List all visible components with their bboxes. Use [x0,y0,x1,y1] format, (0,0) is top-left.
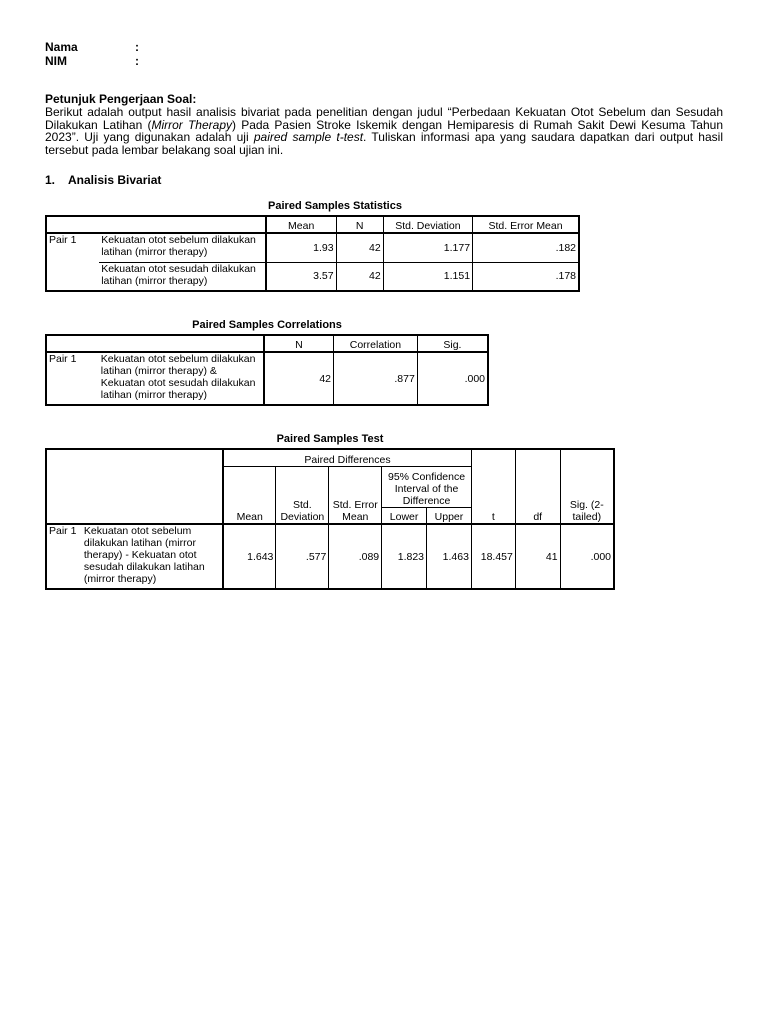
cell-sem: .178 [473,262,579,291]
pair-label-empty [46,262,99,291]
cell-sd: 1.177 [383,233,472,262]
stats-header-row [46,216,579,233]
test-header-upper: Upper [427,507,472,524]
row-label: Kekuatan otot sebelum dilakukan latihan (mirror therapy) - Kekuatan otot sesudah dilakukan latihan (mirror therapy) [82,524,223,589]
table-row [46,524,614,589]
cell-sem: .182 [473,233,579,262]
test-header-lower: Lower [382,507,427,524]
corr-header-correlation: Correlation [334,335,418,352]
cell-t: 18.457 [471,524,515,589]
cell-mean: 1.643 [223,524,276,589]
stats-header-corner [46,216,266,233]
corr-table [45,334,489,406]
nama-row [45,40,139,54]
test-header-row-1 [46,449,614,466]
nama-label: Nama [45,40,78,54]
stats-header-mean: Mean [266,216,336,233]
cell-mean: 3.57 [266,262,336,291]
test-header-sd: Std. Deviation [276,466,329,524]
cell-n: 42 [336,233,383,262]
test-table-title: Paired Samples Test [276,433,384,445]
table-row [46,352,488,405]
corr-header-corner [46,335,264,352]
pair-label: Pair 1 [46,233,99,262]
instructions-italic-1: Mirror Therapy [151,117,232,132]
nim-label: NIM [45,54,67,68]
cell-n: 42 [336,262,383,291]
test-table [45,448,615,590]
test-header-df: df [515,449,560,524]
test-header-paired-differences: Paired Differences [223,449,471,466]
row-label: Kekuatan otot sebelum dilakukan latihan (mirror therapy) [99,233,266,262]
stats-table [45,215,580,292]
instructions [45,93,723,157]
pair-label: Pair 1 [46,352,99,405]
cell-correlation: .877 [334,352,418,405]
cell-sd: .577 [276,524,329,589]
pair-label: Pair 1 [46,524,82,589]
section-heading [45,173,161,187]
corr-header-row [46,335,488,352]
cell-sig: .000 [417,352,488,405]
nim-colon: : [135,54,139,68]
test-header-sig: Sig. (2-tailed) [560,449,614,524]
cell-sem: .089 [329,524,382,589]
section-number: 1. [45,173,56,187]
instructions-italic-2: paired sample t-test [253,130,364,145]
cell-mean: 1.93 [266,233,336,262]
cell-n: 42 [264,352,334,405]
section-title: Analisis Bivariat [68,173,162,187]
instructions-heading: Petunjuk Pengerjaan Soal: [45,92,197,106]
stats-header-sem: Std. Error Mean [473,216,579,233]
test-header-sem: Std. Error Mean [329,466,382,524]
row-label: Kekuatan otot sesudah dilakukan latihan (mirror therapy) [99,262,266,291]
test-header-ci: 95% Confidence Interval of the Difference [382,466,472,507]
instructions-text-2: ) Pada Pasien Stroke Iskemik dengan Hemiparesis di Rumah Sakit Dewi Kesuma Tahun 2023”. Uji yang digunakan adalah uji [45,117,723,145]
cell-lower: 1.823 [382,524,427,589]
cell-sd: 1.151 [383,262,472,291]
identity-block [45,40,139,68]
test-header-t: t [471,449,515,524]
instructions-text-1: Berikut adalah output hasil analisis bivariat pada penelitian dengan judul “Perbedaan Kekuatan Otot Sebelum dan Sesudah Dilakukan Latihan ( [45,104,723,132]
stats-table-title: Paired Samples Statistics [268,200,402,212]
nim-row [45,54,139,68]
corr-header-n: N [264,335,334,352]
corr-header-sig: Sig. [417,335,488,352]
cell-upper: 1.463 [427,524,472,589]
stats-header-sd: Std. Deviation [383,216,472,233]
table-row [46,262,579,291]
stats-header-n: N [336,216,383,233]
instructions-text-3: . Tuliskan informasi apa yang saudara dapatkan dari output hasil tersebut pada lembar belakang soal ujian ini. [45,130,723,158]
table-row [46,233,579,262]
row-label: Kekuatan otot sebelum dilakukan latihan (mirror therapy) & Kekuatan otot sesudah dilakukan latihan (mirror therapy) [99,352,264,405]
corr-table-title: Paired Samples Correlations [192,319,342,331]
cell-sig: .000 [560,524,614,589]
nama-colon: : [135,40,139,54]
test-header-corner [46,449,223,524]
test-header-mean: Mean [223,466,276,524]
cell-df: 41 [515,524,560,589]
